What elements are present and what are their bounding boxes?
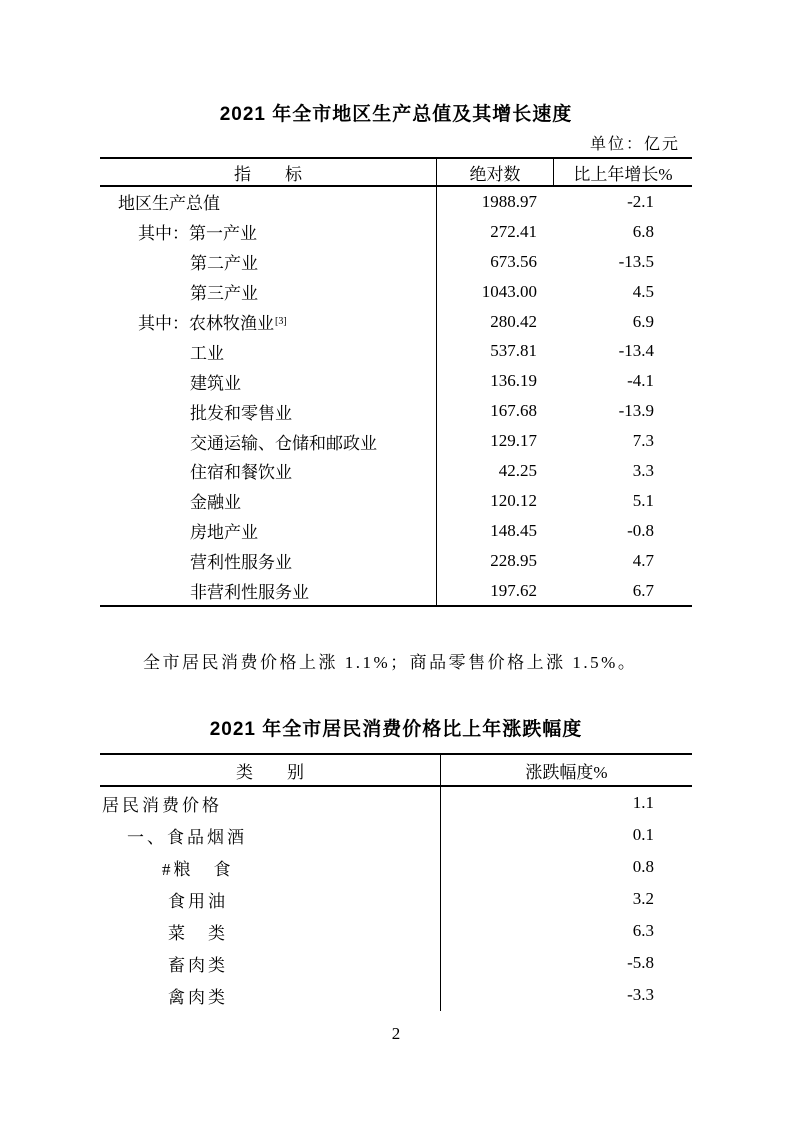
table-row — [100, 546, 692, 576]
row-label-text: 建筑业 — [190, 373, 241, 393]
row-growth-value: 5.1 — [632, 490, 654, 510]
unit-label: 单位：亿元 — [589, 136, 680, 153]
row-label — [100, 486, 437, 516]
row-label-text: 第三产业 — [190, 284, 258, 304]
row-label — [100, 247, 437, 277]
row-change-value: 3.2 — [632, 889, 654, 908]
row-growth-value: 6.9 — [632, 311, 654, 331]
row-change-value: 0.1 — [632, 825, 654, 844]
row-label-text: 房地产业 — [190, 523, 258, 543]
row-label: 禽肉类 — [100, 979, 441, 1011]
row-label-text: 批发和零售业 — [190, 403, 292, 423]
row-absolute-value: 272.41 — [490, 221, 537, 241]
row-growth-value: -2.1 — [627, 191, 654, 211]
cpi-table-title: 2021 年全市居民消费价格比上年涨跌幅度 — [209, 719, 583, 740]
gdp-table — [100, 157, 692, 607]
row-label-text: 其中：农林牧渔业 — [138, 314, 274, 333]
row-growth-value: -13.9 — [618, 401, 654, 421]
page-number: 2 — [391, 1024, 401, 1043]
table-row — [100, 787, 692, 819]
row-absolute-value: 148.45 — [490, 520, 537, 540]
row-label — [100, 277, 437, 307]
row-label-text: 交通运输、仓储和邮政业 — [190, 433, 377, 453]
row-label: 其中：农林牧渔业 [3] — [100, 307, 437, 337]
row-label: 一、食品烟酒 — [100, 819, 441, 851]
row-change-value: 0.8 — [632, 857, 654, 876]
header-cell-category: 类 别 — [100, 755, 441, 785]
row-label-text: 住宿和餐饮业 — [190, 463, 292, 483]
row-absolute-value: 228.95 — [490, 550, 537, 570]
table-row — [100, 516, 692, 546]
table-row — [100, 336, 692, 366]
row-label — [100, 516, 437, 546]
row-growth-value: -0.8 — [627, 520, 654, 540]
row-label: 食用油 — [100, 883, 441, 915]
row-absolute-value: 1988.97 — [481, 191, 537, 211]
table-row — [100, 915, 692, 947]
row-label: 畜肉类 — [100, 947, 441, 979]
row-label-text: 其中：第一产业 — [138, 224, 257, 244]
table-row — [100, 486, 692, 516]
table-row — [100, 456, 692, 486]
row-absolute-value: 167.68 — [490, 401, 537, 421]
row-label — [100, 366, 437, 396]
row-label-text: 营利性服务业 — [190, 553, 292, 573]
row-label — [100, 187, 437, 217]
row-absolute-value: 120.12 — [490, 490, 537, 510]
row-label-text: 金融业 — [190, 493, 241, 513]
table-row — [100, 947, 692, 979]
table-row — [100, 247, 692, 277]
header-cell-absolute: 绝对数 — [469, 164, 521, 184]
row-label-text: 非营利性服务业 — [190, 583, 309, 603]
row-label — [100, 217, 437, 247]
table-row — [100, 576, 692, 606]
row-growth-value: 4.5 — [632, 281, 654, 301]
table-row — [100, 851, 692, 883]
row-growth-value: 7.3 — [632, 431, 654, 451]
row-label — [100, 576, 437, 606]
row-label-text: 第二产业 — [190, 254, 258, 274]
row-label — [100, 336, 437, 366]
row-change-value: 1.1 — [632, 793, 654, 812]
row-growth-value: 6.7 — [632, 580, 654, 600]
row-label-text: 地区生产总值 — [118, 194, 220, 214]
table-row — [100, 307, 692, 337]
row-label: #粮 食 — [100, 851, 441, 883]
row-growth-value: 3.3 — [632, 460, 654, 480]
cpi-table-body — [100, 787, 692, 1011]
row-label: 居民消费价格 — [100, 787, 441, 819]
row-absolute-value: 1043.00 — [481, 281, 537, 301]
gdp-table-header-row — [100, 159, 692, 187]
row-label — [100, 456, 437, 486]
row-growth-value: -13.4 — [618, 341, 654, 361]
row-change-value: 6.3 — [632, 921, 654, 940]
row-absolute-value: 280.42 — [490, 311, 537, 331]
row-growth-value: -13.5 — [618, 251, 654, 271]
row-growth-value: 6.8 — [632, 221, 654, 241]
row-label — [100, 396, 437, 426]
row-change-value: -5.8 — [627, 953, 654, 972]
row-absolute-value: 197.62 — [490, 580, 537, 600]
row-growth-value: 4.7 — [632, 550, 654, 570]
table-row — [100, 979, 692, 1011]
row-growth-value: -4.1 — [627, 371, 654, 391]
row-absolute-value: 673.56 — [490, 251, 537, 271]
row-absolute-value: 129.17 — [490, 431, 537, 451]
row-absolute-value: 42.25 — [498, 460, 537, 480]
cpi-table — [100, 753, 692, 1011]
table-row — [100, 396, 692, 426]
table-row — [100, 366, 692, 396]
table-row — [100, 883, 692, 915]
table-row — [100, 819, 692, 851]
table-row — [100, 426, 692, 456]
gdp-table-title: 2021 年全市地区生产总值及其增长速度 — [219, 104, 573, 125]
header-cell-change: 涨跌幅度% — [525, 762, 608, 782]
row-absolute-value: 537.81 — [490, 341, 537, 361]
row-label — [100, 426, 437, 456]
header-cell-indicator: 指 标 — [100, 159, 437, 185]
header-cell-growth: 比上年增长% — [553, 159, 692, 185]
table-row — [100, 187, 692, 217]
table-row — [100, 277, 692, 307]
row-label-text: 工业 — [190, 343, 224, 363]
row-label — [100, 546, 437, 576]
row-absolute-value: 136.19 — [490, 371, 537, 391]
cpi-table-header-row — [100, 755, 692, 787]
row-change-value: -3.3 — [627, 985, 654, 1004]
gdp-table-body — [100, 187, 692, 605]
body-paragraph: 全市居民消费价格上涨 1.1%；商品零售价格上涨 1.5%。 — [143, 653, 638, 672]
table-row — [100, 217, 692, 247]
row-label: 菜 类 — [100, 915, 441, 947]
